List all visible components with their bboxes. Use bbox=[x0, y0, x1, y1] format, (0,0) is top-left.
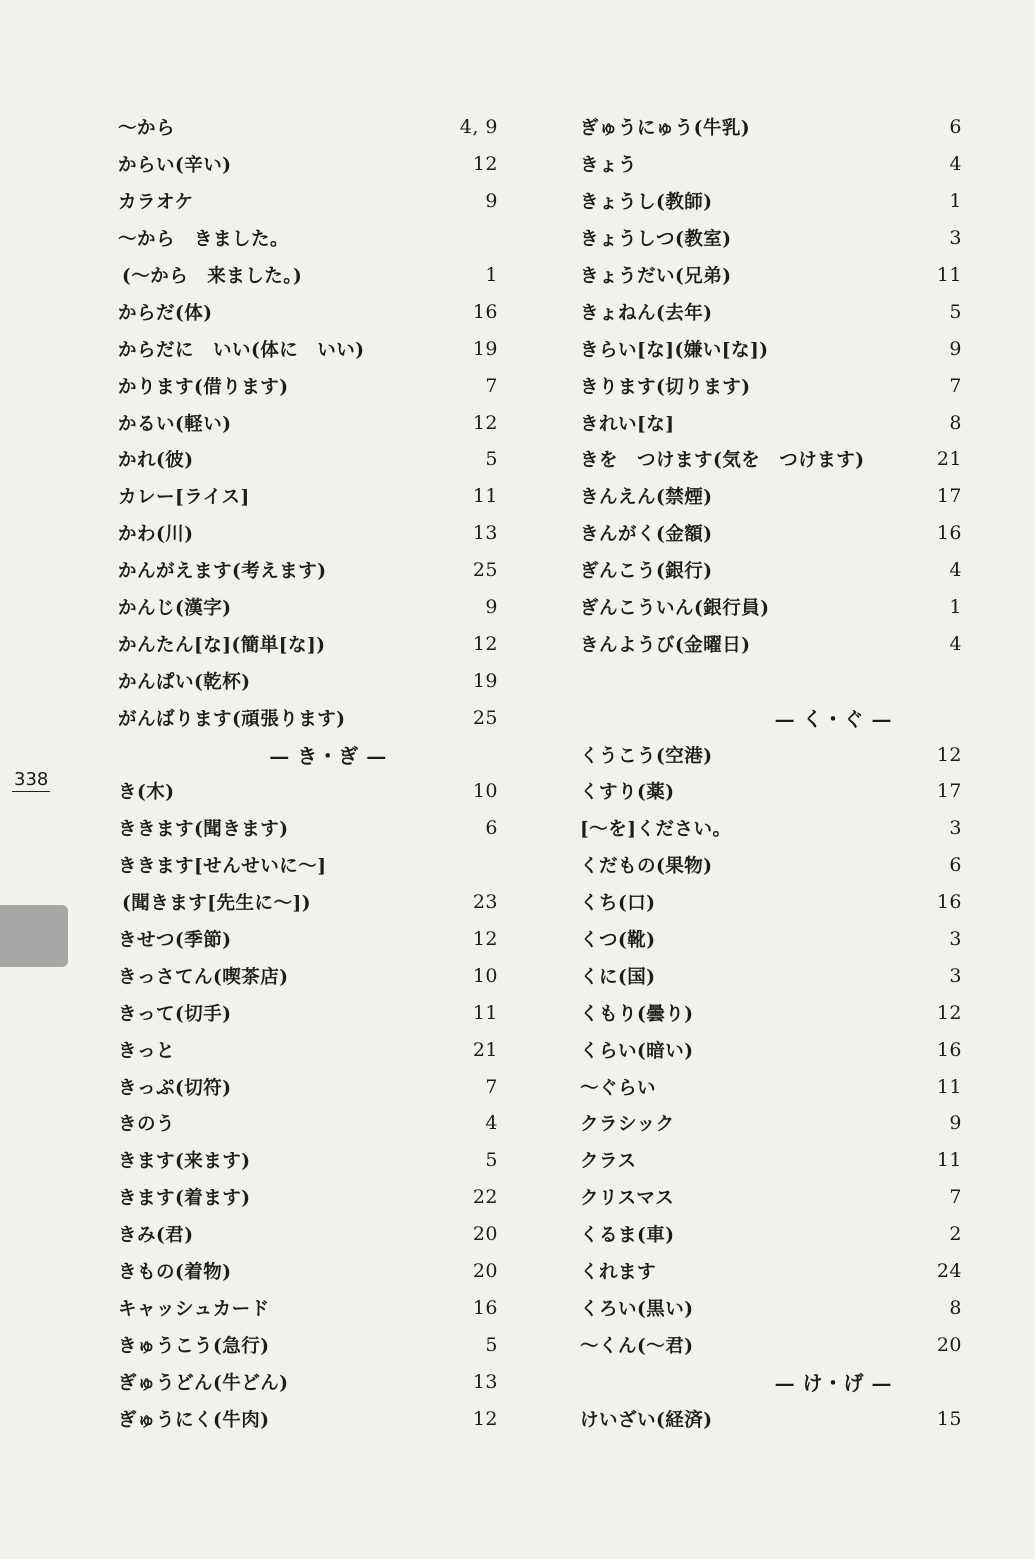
index-entry bbox=[580, 1400, 962, 1437]
index-term: きんえん(禁煙) bbox=[580, 487, 713, 509]
index-term: きょうしつ(教室) bbox=[580, 229, 732, 251]
index-term: きっと bbox=[118, 1040, 176, 1062]
section-header-label: — き・ぎ — bbox=[269, 744, 387, 769]
index-term: がんばります(頑張ります) bbox=[118, 708, 346, 730]
index-entry bbox=[118, 1216, 498, 1253]
index-term: きんがく(金額) bbox=[580, 524, 713, 546]
lesson-number: 7 bbox=[949, 1186, 962, 1209]
lesson-number: 12 bbox=[472, 153, 498, 176]
index-entry bbox=[580, 257, 962, 294]
index-entry bbox=[118, 1105, 498, 1142]
index-term: ききます(聞きます) bbox=[118, 819, 289, 841]
index-entry bbox=[580, 1031, 962, 1068]
lesson-number: 19 bbox=[472, 669, 498, 692]
index-entry bbox=[580, 1068, 962, 1105]
index-entry bbox=[580, 404, 962, 441]
index-term: きょねん(去年) bbox=[580, 302, 713, 324]
index-term: 〜ぐらい bbox=[580, 1077, 657, 1099]
index-entry bbox=[118, 552, 498, 589]
index-term: きゅうこう(急行) bbox=[118, 1335, 270, 1357]
index-entry bbox=[118, 1326, 498, 1363]
lesson-number: 17 bbox=[936, 780, 962, 803]
index-term: きらい[な](嫌い[な]) bbox=[580, 339, 769, 361]
lesson-number: 1 bbox=[949, 190, 962, 213]
index-term: くち(口) bbox=[580, 893, 656, 915]
index-term: ぎゅうにゅう(牛乳) bbox=[580, 118, 751, 140]
lesson-number: 5 bbox=[485, 1149, 498, 1172]
index-entry bbox=[118, 884, 498, 921]
index-entry bbox=[580, 146, 962, 183]
lesson-number: 5 bbox=[949, 300, 962, 323]
lesson-number: 12 bbox=[936, 743, 962, 766]
index-entry bbox=[580, 847, 962, 884]
index-entry bbox=[118, 183, 498, 220]
index-term: くもり(曇り) bbox=[580, 1003, 694, 1025]
index-entry bbox=[118, 1142, 498, 1179]
lesson-number: 4 bbox=[949, 632, 962, 655]
index-term: からだに いい(体に いい) bbox=[118, 339, 365, 361]
index-term: きを つけます(気を つけます) bbox=[580, 450, 865, 472]
lesson-number: 20 bbox=[936, 1333, 962, 1356]
index-term: かんじ(漢字) bbox=[118, 598, 232, 620]
index-entry bbox=[580, 957, 962, 994]
index-entry bbox=[580, 773, 962, 810]
index-term: きます(着ます) bbox=[118, 1188, 251, 1210]
index-entry bbox=[580, 884, 962, 921]
lesson-number: 25 bbox=[472, 559, 498, 582]
lesson-number: 10 bbox=[472, 964, 498, 987]
lesson-number: 11 bbox=[936, 1075, 962, 1098]
index-term: からい(辛い) bbox=[118, 155, 232, 177]
index-entry bbox=[580, 1216, 962, 1253]
lesson-number: 9 bbox=[485, 190, 498, 213]
index-term: キャッシュカード bbox=[118, 1298, 270, 1320]
section-header bbox=[580, 699, 962, 736]
index-entry bbox=[118, 921, 498, 958]
lesson-number: 15 bbox=[936, 1407, 962, 1430]
lesson-number: 21 bbox=[472, 1038, 498, 1061]
lesson-number: 7 bbox=[485, 1075, 498, 1098]
index-entry bbox=[580, 1326, 962, 1363]
index-entry bbox=[118, 441, 498, 478]
index-entry bbox=[118, 662, 498, 699]
index-entry bbox=[118, 994, 498, 1031]
index-term: きんようび(金曜日) bbox=[580, 634, 751, 656]
index-entry bbox=[118, 367, 498, 404]
lesson-number: 4, 9 bbox=[459, 116, 498, 139]
index-entry bbox=[580, 662, 962, 699]
index-term: かるい(軽い) bbox=[118, 413, 232, 435]
index-term: きっさてん(喫茶店) bbox=[118, 966, 289, 988]
index-entry bbox=[118, 257, 498, 294]
lesson-number: 12 bbox=[472, 632, 498, 655]
thumb-index-tab bbox=[0, 905, 68, 967]
lesson-number: 16 bbox=[472, 300, 498, 323]
index-entry bbox=[118, 220, 498, 257]
lesson-number: 6 bbox=[949, 854, 962, 877]
section-header-label: — け・げ — bbox=[774, 1371, 892, 1396]
index-entry bbox=[118, 957, 498, 994]
index-term: ぎんこう(銀行) bbox=[580, 561, 713, 583]
index-term: き(木) bbox=[118, 782, 175, 804]
index-term: きって(切手) bbox=[118, 1003, 232, 1025]
index-term: きょう bbox=[580, 155, 638, 177]
index-term: けいざい(経済) bbox=[580, 1409, 713, 1431]
index-entry bbox=[580, 625, 962, 662]
lesson-number: 11 bbox=[472, 485, 498, 508]
index-term: クラシック bbox=[580, 1114, 675, 1136]
index-entry bbox=[580, 994, 962, 1031]
index-term: きみ(君) bbox=[118, 1225, 194, 1247]
index-entry bbox=[118, 1363, 498, 1400]
section-header bbox=[118, 736, 498, 773]
page-number: 338 bbox=[14, 769, 49, 790]
lesson-number: 6 bbox=[949, 116, 962, 139]
index-entry bbox=[580, 1253, 962, 1290]
lesson-number: 16 bbox=[936, 891, 962, 914]
index-term: くるま(車) bbox=[580, 1225, 675, 1247]
index-term: くすり(薬) bbox=[580, 782, 675, 804]
index-term: カラオケ bbox=[118, 192, 194, 214]
index-term: クリスマス bbox=[580, 1188, 675, 1210]
index-term: ききます[せんせいに〜] bbox=[118, 856, 327, 878]
index-term: くに(国) bbox=[580, 966, 656, 988]
index-term: [〜を]ください。 bbox=[580, 819, 732, 841]
index-entry bbox=[580, 1142, 962, 1179]
index-term: きもの(着物) bbox=[118, 1262, 232, 1284]
lesson-number: 16 bbox=[472, 1296, 498, 1319]
index-column-right bbox=[580, 109, 962, 1437]
lesson-number: 13 bbox=[472, 1370, 498, 1393]
lesson-number: 19 bbox=[472, 337, 498, 360]
lesson-number: 16 bbox=[936, 522, 962, 545]
lesson-number: 3 bbox=[949, 964, 962, 987]
index-entry bbox=[580, 367, 962, 404]
lesson-number: 9 bbox=[949, 1112, 962, 1135]
index-entry bbox=[118, 589, 498, 626]
index-term: (聞きます[先生に〜]) bbox=[122, 893, 312, 915]
index-term: きのう bbox=[118, 1114, 176, 1136]
index-term: かれ(彼) bbox=[118, 450, 194, 472]
lesson-number: 3 bbox=[949, 928, 962, 951]
index-entry bbox=[118, 146, 498, 183]
lesson-number: 1 bbox=[949, 596, 962, 619]
lesson-number: 4 bbox=[949, 559, 962, 582]
lesson-number: 23 bbox=[472, 891, 498, 914]
index-entry bbox=[580, 1179, 962, 1216]
index-entry bbox=[580, 921, 962, 958]
lesson-number: 13 bbox=[472, 522, 498, 545]
lesson-number: 8 bbox=[949, 411, 962, 434]
index-entry bbox=[118, 1253, 498, 1290]
index-term: ぎんこういん(銀行員) bbox=[580, 598, 770, 620]
lesson-number: 5 bbox=[485, 448, 498, 471]
index-entry bbox=[580, 736, 962, 773]
lesson-number: 20 bbox=[472, 1260, 498, 1283]
index-entry bbox=[580, 810, 962, 847]
lesson-number: 12 bbox=[936, 1001, 962, 1024]
index-entry bbox=[580, 293, 962, 330]
index-entry bbox=[118, 1290, 498, 1327]
index-term: 〜から きました。 bbox=[118, 229, 290, 251]
index-term: きっぷ(切符) bbox=[118, 1077, 232, 1099]
index-term: カレー[ライス] bbox=[118, 487, 250, 509]
index-entry bbox=[118, 810, 498, 847]
index-entry bbox=[580, 552, 962, 589]
lesson-number: 9 bbox=[485, 596, 498, 619]
section-header-label: — く・ぐ — bbox=[774, 707, 892, 732]
index-term: くだもの(果物) bbox=[580, 856, 713, 878]
lesson-number: 12 bbox=[472, 928, 498, 951]
index-entry bbox=[118, 773, 498, 810]
lesson-number: 5 bbox=[485, 1333, 498, 1356]
index-entry bbox=[580, 515, 962, 552]
index-term: ぎゅうにく(牛肉) bbox=[118, 1409, 270, 1431]
index-term: 〜くん(〜君) bbox=[580, 1335, 694, 1357]
index-entry bbox=[580, 330, 962, 367]
index-entry bbox=[118, 330, 498, 367]
index-term: かります(借ります) bbox=[118, 376, 289, 398]
index-term: くつ(靴) bbox=[580, 930, 656, 952]
index-term: かんたん[な](簡単[な]) bbox=[118, 634, 326, 656]
index-entry bbox=[580, 1290, 962, 1327]
lesson-number: 6 bbox=[485, 817, 498, 840]
lesson-number: 4 bbox=[949, 153, 962, 176]
index-entry bbox=[118, 1068, 498, 1105]
index-term: くろい(黒い) bbox=[580, 1298, 694, 1320]
index-term: きょうし(教師) bbox=[580, 192, 713, 214]
index-entry bbox=[118, 1179, 498, 1216]
index-entry bbox=[118, 699, 498, 736]
lesson-number: 11 bbox=[472, 1001, 498, 1024]
index-entry bbox=[580, 478, 962, 515]
index-term: きょうだい(兄弟) bbox=[580, 266, 732, 287]
index-term: かんぱい(乾杯) bbox=[118, 671, 251, 693]
index-term: かんがえます(考えます) bbox=[118, 561, 327, 583]
index-term: クラス bbox=[580, 1151, 637, 1173]
index-entry bbox=[118, 478, 498, 515]
index-entry bbox=[580, 109, 962, 146]
index-term: くれます bbox=[580, 1262, 657, 1284]
index-term: 〜から bbox=[118, 118, 176, 140]
section-header bbox=[580, 1363, 962, 1400]
index-term: かわ(川) bbox=[118, 524, 194, 546]
index-term: きれい[な] bbox=[580, 413, 675, 435]
lesson-number: 11 bbox=[936, 1149, 962, 1172]
lesson-number: 17 bbox=[936, 485, 962, 508]
index-entry bbox=[118, 847, 498, 884]
index-entry bbox=[118, 625, 498, 662]
index-column-left bbox=[118, 109, 498, 1437]
index-term: くらい(暗い) bbox=[580, 1040, 694, 1062]
index-entry bbox=[580, 441, 962, 478]
lesson-number: 12 bbox=[472, 1407, 498, 1430]
lesson-number: 7 bbox=[949, 374, 962, 397]
index-entry bbox=[580, 1105, 962, 1142]
index-entry bbox=[118, 293, 498, 330]
lesson-number: 3 bbox=[949, 227, 962, 250]
lesson-number: 10 bbox=[472, 780, 498, 803]
lesson-number: 16 bbox=[936, 1038, 962, 1061]
lesson-number: 1 bbox=[485, 264, 498, 286]
index-entry bbox=[118, 404, 498, 441]
lesson-number: 25 bbox=[472, 706, 498, 729]
index-term: きせつ(季節) bbox=[118, 930, 232, 952]
lesson-number: 8 bbox=[949, 1296, 962, 1319]
index-term: ぎゅうどん(牛どん) bbox=[118, 1372, 289, 1394]
lesson-number: 9 bbox=[949, 337, 962, 360]
index-entry bbox=[580, 589, 962, 626]
index-term: きます(来ます) bbox=[118, 1151, 251, 1173]
index-entry bbox=[580, 220, 962, 257]
lesson-number: 20 bbox=[472, 1223, 498, 1246]
lesson-number: 21 bbox=[936, 448, 962, 471]
lesson-number: 11 bbox=[936, 264, 962, 286]
index-entry bbox=[118, 109, 498, 146]
lesson-number: 3 bbox=[949, 817, 962, 840]
index-term: きります(切ります) bbox=[580, 376, 751, 398]
index-entry bbox=[118, 1400, 498, 1437]
lesson-number: 24 bbox=[936, 1260, 962, 1283]
lesson-number: 4 bbox=[485, 1112, 498, 1135]
lesson-number: 22 bbox=[472, 1186, 498, 1209]
index-entry bbox=[580, 183, 962, 220]
index-term: (〜から 来ました。) bbox=[122, 266, 303, 287]
index-term: くうこう(空港) bbox=[580, 745, 713, 767]
index-term: からだ(体) bbox=[118, 302, 213, 324]
lesson-number: 7 bbox=[485, 374, 498, 397]
lesson-number: 12 bbox=[472, 411, 498, 434]
index-entry bbox=[118, 515, 498, 552]
lesson-number: 2 bbox=[949, 1223, 962, 1246]
index-entry bbox=[118, 1031, 498, 1068]
